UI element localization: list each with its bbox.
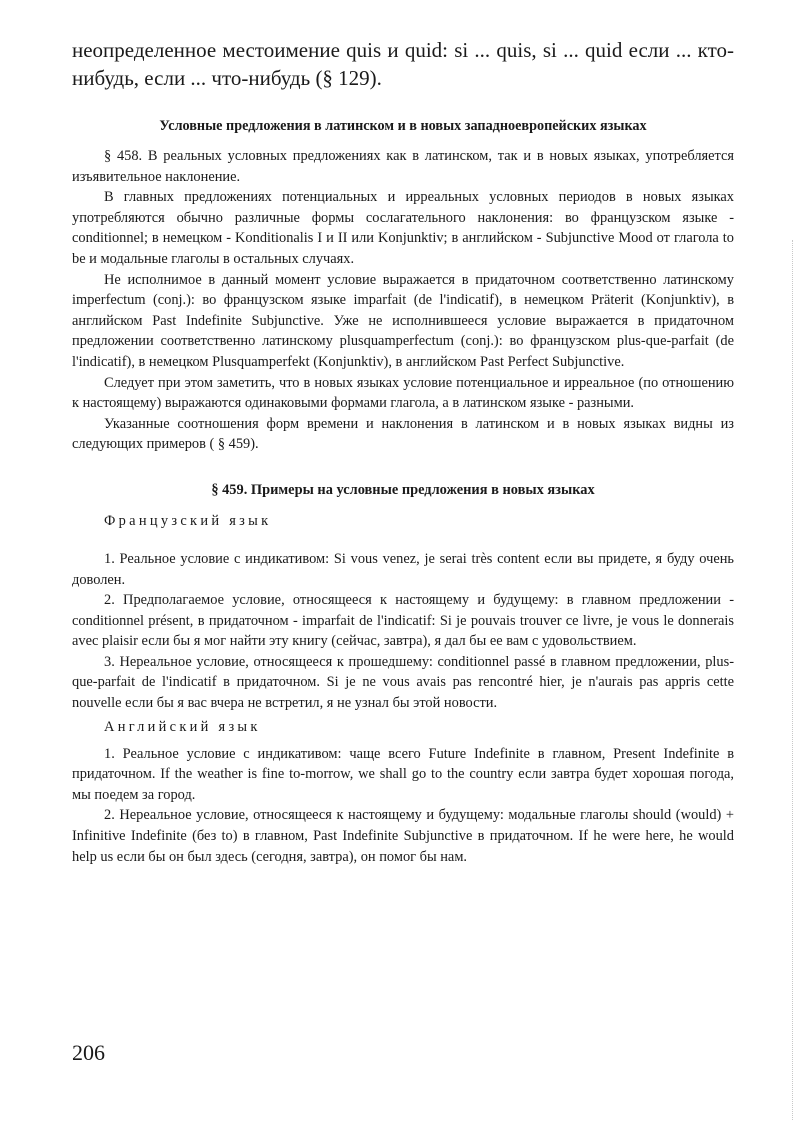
page-number: 206 (72, 1040, 105, 1065)
english-language-label: Английский язык (104, 718, 261, 735)
paragraph-458-1: § 458. В реальных условных предложениях как в латинском, так и в новых языках, употребляется изъявительное наклонение. (72, 148, 734, 185)
paragraph-458-3: Не исполнимое в данный момент условие выражается в придаточном соответственно латинскому imperfectum (conj.): во французском языке imparfait (de l'indicatif), в немецком Präterit (Konjunktiv), в английском Past Indefinite Subjunctive. Уже не исполнившееся условие выражается в придаточном предложении соответственно латинскому plusquamperfectum (conj.): во французском plus-que-parfait (de l'indicatif), в немецком Plusquamperfekt (Konjunktiv), в английском Past Perfect Subjunctive. (72, 271, 734, 370)
french-example-2: 2. Предполагаемое условие, относящееся к настоящему и будущему: в главном предложении - conditionnel présent, в придаточном - imparfait de l'indicatif: Si je pouvais trouver ce livre, je vous le donnerais avec plaisir если бы я мог найти эту книгу (сейчас, завтра), я дал бы ее вам с удовольствием. (72, 592, 734, 650)
paragraph-458-5: Указанные соотношения форм времени и наклонения в латинском и в новых языках видны из следующих примеров ( § 459). (72, 415, 734, 453)
lead-paragraph: неопределенное местоимение quis и quid: si ... quis, si ... quid если ... кто-нибудь, если ... что-нибудь (§ 129). (72, 38, 734, 90)
section-title: Условные предложения в латинском и в новых западноевропейских языках (159, 118, 647, 134)
paragraph-458-4: Следует при этом заметить, что в новых языках условие потенциальное и ирреальное (по отношению к настоящему) выражаются одинаковыми формами глагола, а в латинском языке - разными. (72, 374, 734, 412)
french-language-label: Французский язык (104, 512, 272, 529)
french-example-3: 3. Нереальное условие, относящееся к прошедшему: conditionnel passé в главном предложении, plus-que-parfait de l'indicatif в придаточном. Si je ne vous avais pas rencontré hier, je n'aurais pas appris cette nouvelle если бы я вас вчера не встретил, я не узнал бы этой новости. (72, 653, 734, 712)
book-page (72, 36, 734, 867)
heading-459: § 459. Примеры на условные предложения в новых языках (211, 481, 595, 498)
english-example-2: 2. Нереальное условие, относящееся к настоящему и будущему: модальные глаголы should (would) + Infinitive Indefinite (без to) в главном, Past Indefinite Subjunctive в придаточном. If he were here, he would help us если бы он был здесь (сегодня, завтра), он помог бы нам. (72, 807, 734, 865)
english-example-1: 1. Реальное условие с индикативом: чаще всего Future Indefinite в главном, Present Indefinite в придаточном. If the weather is fine to-morrow, we shall go to the country если завтра будет хорошая погода, мы поедем за город. (72, 745, 734, 803)
paragraph-458-2: В главных предложениях потенциальных и ирреальных условных периодов в новых языках употребляются обычно различные формы сослагательного наклонения: во французском языке - conditionnel; в немецком - Konditionalis I и II или Konjunktiv; в английском - Subjunctive Mood от глагола to be и модальные глаголы в остальных случаях. (72, 189, 734, 267)
french-example-1: 1. Реальное условие с индикативом: Si vous venez, je serai très content если вы придете, я буду очень доволен. (72, 550, 734, 588)
